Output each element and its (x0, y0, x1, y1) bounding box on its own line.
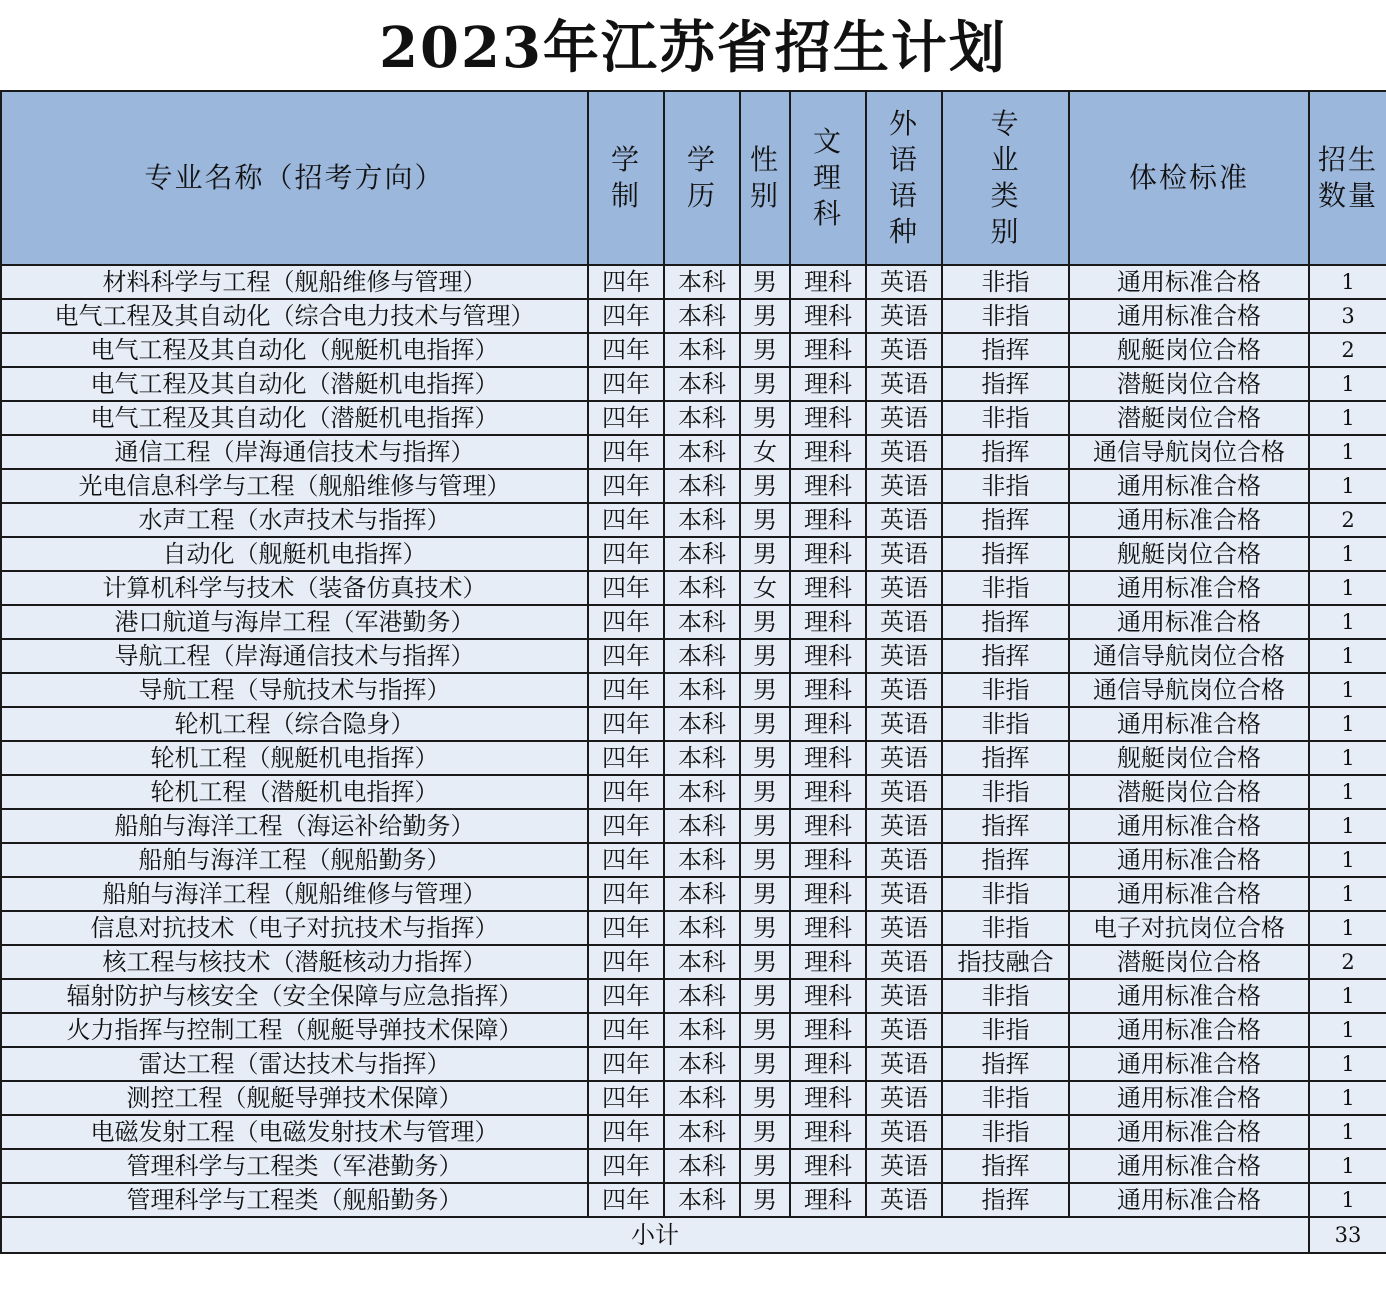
category-cell: 指挥 (942, 537, 1069, 571)
language-cell: 英语 (866, 299, 942, 333)
category-cell: 指挥 (942, 843, 1069, 877)
track-cell: 理科 (790, 1013, 866, 1047)
duration-cell: 四年 (588, 945, 664, 979)
header-category: 专业类别 (990, 107, 1021, 248)
duration-cell: 四年 (588, 1013, 664, 1047)
language-cell: 英语 (866, 707, 942, 741)
duration-cell: 四年 (588, 673, 664, 707)
language-cell: 英语 (866, 877, 942, 911)
physical-cell: 通用标准合格 (1069, 299, 1309, 333)
major-cell: 电气工程及其自动化（潜艇机电指挥） (1, 367, 588, 401)
gender-cell: 男 (740, 537, 790, 571)
major-cell: 导航工程（岸海通信技术与指挥） (1, 639, 588, 673)
language-cell: 英语 (866, 435, 942, 469)
category-cell: 指挥 (942, 809, 1069, 843)
track-cell: 理科 (790, 401, 866, 435)
table-row (1, 571, 1386, 605)
category-cell: 非指 (942, 979, 1069, 1013)
gender-cell: 男 (740, 741, 790, 775)
major-cell: 辐射防护与核安全（安全保障与应急指挥） (1, 979, 588, 1013)
duration-cell: 四年 (588, 537, 664, 571)
degree-cell: 本科 (664, 571, 740, 605)
language-cell: 英语 (866, 775, 942, 809)
track-cell: 理科 (790, 911, 866, 945)
degree-cell: 本科 (664, 639, 740, 673)
quota-cell: 1 (1309, 639, 1386, 673)
duration-cell: 四年 (588, 775, 664, 809)
table-row (1, 945, 1386, 979)
quota-cell: 1 (1309, 265, 1386, 299)
header-quota: 招生数量 (1317, 143, 1378, 212)
gender-cell: 男 (740, 333, 790, 367)
table-row (1, 1115, 1386, 1149)
duration-cell: 四年 (588, 1183, 664, 1217)
physical-cell: 通用标准合格 (1069, 979, 1309, 1013)
quota-cell: 2 (1309, 945, 1386, 979)
language-cell: 英语 (866, 571, 942, 605)
table-row (1, 537, 1386, 571)
table-row (1, 979, 1386, 1013)
category-cell: 非指 (942, 469, 1069, 503)
quota-cell: 1 (1309, 1183, 1386, 1217)
table-row (1, 1081, 1386, 1115)
header-row (1, 91, 1386, 265)
gender-cell: 男 (740, 945, 790, 979)
track-cell: 理科 (790, 299, 866, 333)
language-cell: 英语 (866, 401, 942, 435)
header-track: 文理科 (812, 125, 843, 230)
track-cell: 理科 (790, 639, 866, 673)
quota-cell: 1 (1309, 877, 1386, 911)
gender-cell: 男 (740, 265, 790, 299)
major-cell: 船舶与海洋工程（海运补给勤务） (1, 809, 588, 843)
quota-cell: 1 (1309, 1047, 1386, 1081)
physical-cell: 潜艇岗位合格 (1069, 401, 1309, 435)
degree-cell: 本科 (664, 1183, 740, 1217)
duration-cell: 四年 (588, 469, 664, 503)
degree-cell: 本科 (664, 1013, 740, 1047)
language-cell: 英语 (866, 367, 942, 401)
duration-cell: 四年 (588, 571, 664, 605)
category-cell: 非指 (942, 299, 1069, 333)
category-cell: 指挥 (942, 435, 1069, 469)
duration-cell: 四年 (588, 809, 664, 843)
major-cell: 船舶与海洋工程（舰船勤务） (1, 843, 588, 877)
table-row (1, 1149, 1386, 1183)
language-cell: 英语 (866, 1013, 942, 1047)
major-cell: 电气工程及其自动化（综合电力技术与管理） (1, 299, 588, 333)
category-cell: 指挥 (942, 741, 1069, 775)
track-cell: 理科 (790, 469, 866, 503)
language-cell: 英语 (866, 911, 942, 945)
gender-cell: 男 (740, 843, 790, 877)
quota-cell: 2 (1309, 333, 1386, 367)
gender-cell: 男 (740, 877, 790, 911)
language-cell: 英语 (866, 605, 942, 639)
gender-cell: 男 (740, 1013, 790, 1047)
category-cell: 非指 (942, 911, 1069, 945)
degree-cell: 本科 (664, 333, 740, 367)
category-cell: 指挥 (942, 605, 1069, 639)
quota-cell: 1 (1309, 401, 1386, 435)
category-cell: 非指 (942, 265, 1069, 299)
quota-cell: 2 (1309, 503, 1386, 537)
degree-cell: 本科 (664, 1047, 740, 1081)
admission-plan-table (0, 90, 1386, 1254)
gender-cell: 男 (740, 503, 790, 537)
degree-cell: 本科 (664, 401, 740, 435)
quota-cell: 1 (1309, 673, 1386, 707)
quota-cell: 1 (1309, 775, 1386, 809)
language-cell: 英语 (866, 1183, 942, 1217)
duration-cell: 四年 (588, 401, 664, 435)
duration-cell: 四年 (588, 1047, 664, 1081)
major-cell: 电磁发射工程（电磁发射技术与管理） (1, 1115, 588, 1149)
degree-cell: 本科 (664, 911, 740, 945)
duration-cell: 四年 (588, 435, 664, 469)
track-cell: 理科 (790, 571, 866, 605)
track-cell: 理科 (790, 435, 866, 469)
physical-cell: 通用标准合格 (1069, 469, 1309, 503)
degree-cell: 本科 (664, 299, 740, 333)
gender-cell: 男 (740, 1183, 790, 1217)
duration-cell: 四年 (588, 877, 664, 911)
degree-cell: 本科 (664, 843, 740, 877)
degree-cell: 本科 (664, 1115, 740, 1149)
duration-cell: 四年 (588, 299, 664, 333)
category-cell: 指挥 (942, 1149, 1069, 1183)
track-cell: 理科 (790, 367, 866, 401)
language-cell: 英语 (866, 843, 942, 877)
duration-cell: 四年 (588, 333, 664, 367)
quota-cell: 1 (1309, 435, 1386, 469)
category-cell: 非指 (942, 1081, 1069, 1115)
gender-cell: 男 (740, 469, 790, 503)
quota-cell: 1 (1309, 1149, 1386, 1183)
duration-cell: 四年 (588, 605, 664, 639)
track-cell: 理科 (790, 1081, 866, 1115)
table-row (1, 809, 1386, 843)
category-cell: 指挥 (942, 639, 1069, 673)
track-cell: 理科 (790, 707, 866, 741)
language-cell: 英语 (866, 809, 942, 843)
degree-cell: 本科 (664, 945, 740, 979)
track-cell: 理科 (790, 1115, 866, 1149)
table-row (1, 877, 1386, 911)
track-cell: 理科 (790, 503, 866, 537)
physical-cell: 通用标准合格 (1069, 877, 1309, 911)
major-cell: 信息对抗技术（电子对抗技术与指挥） (1, 911, 588, 945)
gender-cell: 男 (740, 1149, 790, 1183)
quota-cell: 1 (1309, 741, 1386, 775)
table-row (1, 401, 1386, 435)
language-cell: 英语 (866, 945, 942, 979)
track-cell: 理科 (790, 843, 866, 877)
gender-cell: 男 (740, 1115, 790, 1149)
table-row (1, 333, 1386, 367)
quota-cell: 1 (1309, 809, 1386, 843)
physical-cell: 通用标准合格 (1069, 809, 1309, 843)
table-row (1, 605, 1386, 639)
language-cell: 英语 (866, 503, 942, 537)
quota-cell: 1 (1309, 571, 1386, 605)
physical-cell: 通用标准合格 (1069, 265, 1309, 299)
duration-cell: 四年 (588, 1081, 664, 1115)
track-cell: 理科 (790, 265, 866, 299)
physical-cell: 潜艇岗位合格 (1069, 775, 1309, 809)
category-cell: 指挥 (942, 1183, 1069, 1217)
major-cell: 自动化（舰艇机电指挥） (1, 537, 588, 571)
table-row (1, 299, 1386, 333)
duration-cell: 四年 (588, 367, 664, 401)
gender-cell: 男 (740, 639, 790, 673)
track-cell: 理科 (790, 537, 866, 571)
header-major: 专业名称（招考方向） (1, 91, 588, 265)
gender-cell: 女 (740, 435, 790, 469)
duration-cell: 四年 (588, 503, 664, 537)
degree-cell: 本科 (664, 1081, 740, 1115)
table-row (1, 503, 1386, 537)
degree-cell: 本科 (664, 537, 740, 571)
major-cell: 船舶与海洋工程（舰船维修与管理） (1, 877, 588, 911)
language-cell: 英语 (866, 979, 942, 1013)
duration-cell: 四年 (588, 265, 664, 299)
gender-cell: 男 (740, 367, 790, 401)
language-cell: 英语 (866, 537, 942, 571)
major-cell: 雷达工程（雷达技术与指挥） (1, 1047, 588, 1081)
category-cell: 非指 (942, 401, 1069, 435)
category-cell: 非指 (942, 707, 1069, 741)
major-cell: 计算机科学与技术（装备仿真技术） (1, 571, 588, 605)
major-cell: 电气工程及其自动化（潜艇机电指挥） (1, 401, 588, 435)
table-row (1, 707, 1386, 741)
duration-cell: 四年 (588, 741, 664, 775)
category-cell: 非指 (942, 877, 1069, 911)
physical-cell: 潜艇岗位合格 (1069, 367, 1309, 401)
quota-cell: 3 (1309, 299, 1386, 333)
category-cell: 非指 (942, 1013, 1069, 1047)
track-cell: 理科 (790, 605, 866, 639)
degree-cell: 本科 (664, 605, 740, 639)
gender-cell: 男 (740, 775, 790, 809)
quota-cell: 1 (1309, 469, 1386, 503)
physical-cell: 通用标准合格 (1069, 1013, 1309, 1047)
major-cell: 轮机工程（潜艇机电指挥） (1, 775, 588, 809)
degree-cell: 本科 (664, 367, 740, 401)
table-body (1, 265, 1386, 1217)
track-cell: 理科 (790, 1183, 866, 1217)
table-row (1, 639, 1386, 673)
track-cell: 理科 (790, 979, 866, 1013)
degree-cell: 本科 (664, 435, 740, 469)
physical-cell: 通用标准合格 (1069, 1115, 1309, 1149)
degree-cell: 本科 (664, 1149, 740, 1183)
degree-cell: 本科 (664, 979, 740, 1013)
major-cell: 光电信息科学与工程（舰船维修与管理） (1, 469, 588, 503)
track-cell: 理科 (790, 1047, 866, 1081)
major-cell: 材料科学与工程（舰船维修与管理） (1, 265, 588, 299)
language-cell: 英语 (866, 741, 942, 775)
table-row (1, 435, 1386, 469)
table-row (1, 741, 1386, 775)
major-cell: 管理科学与工程类（舰船勤务） (1, 1183, 588, 1217)
physical-cell: 通用标准合格 (1069, 503, 1309, 537)
quota-cell: 1 (1309, 367, 1386, 401)
category-cell: 非指 (942, 673, 1069, 707)
degree-cell: 本科 (664, 503, 740, 537)
track-cell: 理科 (790, 673, 866, 707)
duration-cell: 四年 (588, 1149, 664, 1183)
category-cell: 非指 (942, 571, 1069, 605)
major-cell: 通信工程（岸海通信技术与指挥） (1, 435, 588, 469)
language-cell: 英语 (866, 265, 942, 299)
gender-cell: 男 (740, 605, 790, 639)
track-cell: 理科 (790, 809, 866, 843)
language-cell: 英语 (866, 469, 942, 503)
track-cell: 理科 (790, 741, 866, 775)
degree-cell: 本科 (664, 775, 740, 809)
language-cell: 英语 (866, 1081, 942, 1115)
physical-cell: 通用标准合格 (1069, 1081, 1309, 1115)
language-cell: 英语 (866, 1115, 942, 1149)
quota-cell: 1 (1309, 537, 1386, 571)
gender-cell: 男 (740, 299, 790, 333)
track-cell: 理科 (790, 1149, 866, 1183)
gender-cell: 女 (740, 571, 790, 605)
track-cell: 理科 (790, 945, 866, 979)
major-cell: 水声工程（水声技术与指挥） (1, 503, 588, 537)
physical-cell: 通用标准合格 (1069, 1183, 1309, 1217)
physical-cell: 舰艇岗位合格 (1069, 333, 1309, 367)
table-row (1, 775, 1386, 809)
subtotal-label: 小计 (1, 1217, 1309, 1253)
physical-cell: 通用标准合格 (1069, 571, 1309, 605)
gender-cell: 男 (740, 911, 790, 945)
quota-cell: 1 (1309, 1013, 1386, 1047)
category-cell: 指挥 (942, 333, 1069, 367)
header-degree: 学历 (686, 143, 717, 212)
quota-cell: 1 (1309, 843, 1386, 877)
physical-cell: 通用标准合格 (1069, 707, 1309, 741)
physical-cell: 通用标准合格 (1069, 843, 1309, 877)
table-row (1, 911, 1386, 945)
table-row (1, 1047, 1386, 1081)
major-cell: 管理科学与工程类（军港勤务） (1, 1149, 588, 1183)
duration-cell: 四年 (588, 639, 664, 673)
gender-cell: 男 (740, 707, 790, 741)
gender-cell: 男 (740, 401, 790, 435)
degree-cell: 本科 (664, 469, 740, 503)
language-cell: 英语 (866, 1047, 942, 1081)
gender-cell: 男 (740, 809, 790, 843)
category-cell: 非指 (942, 1115, 1069, 1149)
degree-cell: 本科 (664, 673, 740, 707)
language-cell: 英语 (866, 333, 942, 367)
table-row (1, 367, 1386, 401)
degree-cell: 本科 (664, 265, 740, 299)
language-cell: 英语 (866, 639, 942, 673)
physical-cell: 通用标准合格 (1069, 1047, 1309, 1081)
header-duration: 学制 (610, 143, 641, 212)
language-cell: 英语 (866, 673, 942, 707)
subtotal-row (1, 1217, 1386, 1253)
quota-cell: 1 (1309, 707, 1386, 741)
gender-cell: 男 (740, 673, 790, 707)
major-cell: 导航工程（导航技术与指挥） (1, 673, 588, 707)
major-cell: 轮机工程（综合隐身） (1, 707, 588, 741)
category-cell: 指技融合 (942, 945, 1069, 979)
physical-cell: 通信导航岗位合格 (1069, 639, 1309, 673)
subtotal-value: 33 (1309, 1217, 1386, 1253)
category-cell: 指挥 (942, 503, 1069, 537)
header-language: 外语语种 (888, 107, 919, 248)
degree-cell: 本科 (664, 741, 740, 775)
table-row (1, 1183, 1386, 1217)
category-cell: 指挥 (942, 367, 1069, 401)
degree-cell: 本科 (664, 877, 740, 911)
table-row (1, 1013, 1386, 1047)
language-cell: 英语 (866, 1149, 942, 1183)
physical-cell: 通用标准合格 (1069, 605, 1309, 639)
quota-cell: 1 (1309, 605, 1386, 639)
table-row (1, 265, 1386, 299)
duration-cell: 四年 (588, 707, 664, 741)
category-cell: 指挥 (942, 1047, 1069, 1081)
major-cell: 核工程与核技术（潜艇核动力指挥） (1, 945, 588, 979)
header-gender: 性别 (749, 143, 780, 212)
physical-cell: 舰艇岗位合格 (1069, 537, 1309, 571)
gender-cell: 男 (740, 979, 790, 1013)
page-title: 2023年江苏省招生计划 (0, 0, 1386, 90)
degree-cell: 本科 (664, 707, 740, 741)
major-cell: 港口航道与海岸工程（军港勤务） (1, 605, 588, 639)
physical-cell: 通信导航岗位合格 (1069, 435, 1309, 469)
major-cell: 火力指挥与控制工程（舰艇导弹技术保障） (1, 1013, 588, 1047)
quota-cell: 1 (1309, 911, 1386, 945)
quota-cell: 1 (1309, 1115, 1386, 1149)
duration-cell: 四年 (588, 911, 664, 945)
track-cell: 理科 (790, 333, 866, 367)
category-cell: 非指 (942, 775, 1069, 809)
degree-cell: 本科 (664, 809, 740, 843)
track-cell: 理科 (790, 877, 866, 911)
header-physical: 体检标准 (1069, 91, 1309, 265)
gender-cell: 男 (740, 1047, 790, 1081)
physical-cell: 通信导航岗位合格 (1069, 673, 1309, 707)
duration-cell: 四年 (588, 979, 664, 1013)
table-row (1, 469, 1386, 503)
table-row (1, 673, 1386, 707)
gender-cell: 男 (740, 1081, 790, 1115)
major-cell: 测控工程（舰艇导弹技术保障） (1, 1081, 588, 1115)
quota-cell: 1 (1309, 1081, 1386, 1115)
physical-cell: 舰艇岗位合格 (1069, 741, 1309, 775)
track-cell: 理科 (790, 775, 866, 809)
quota-cell: 1 (1309, 979, 1386, 1013)
major-cell: 轮机工程（舰艇机电指挥） (1, 741, 588, 775)
physical-cell: 电子对抗岗位合格 (1069, 911, 1309, 945)
physical-cell: 通用标准合格 (1069, 1149, 1309, 1183)
physical-cell: 潜艇岗位合格 (1069, 945, 1309, 979)
duration-cell: 四年 (588, 843, 664, 877)
major-cell: 电气工程及其自动化（舰艇机电指挥） (1, 333, 588, 367)
table-row (1, 843, 1386, 877)
duration-cell: 四年 (588, 1115, 664, 1149)
